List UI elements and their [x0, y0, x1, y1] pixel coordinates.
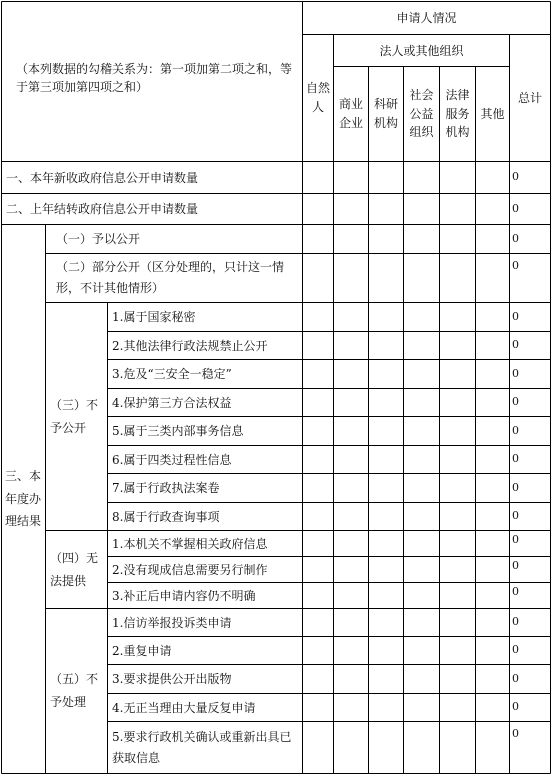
total-value-disclose: 0 — [512, 231, 519, 245]
total-value-query-matters: 0 — [512, 509, 519, 523]
total-value-mass-requests: 0 — [512, 700, 519, 714]
item-label-repeated-request: 2.重复申请 — [112, 643, 172, 658]
total-value-repeated-request: 0 — [512, 643, 519, 657]
legal-service-header: 法律服务机构 — [445, 88, 470, 140]
research-header: 科研机构 — [373, 97, 398, 130]
results-section-label: 三、本年度办理结果 — [5, 468, 42, 529]
total-value-internal-affairs: 0 — [512, 423, 519, 437]
row-label-carried-over: 二、上年结转政府信息公开申请数量 — [6, 202, 199, 216]
natural-person-header: 自然人 — [305, 81, 330, 114]
legal-and-other-orgs-header: 法人或其他组织 — [379, 43, 464, 58]
item-label-not-held: 1.本机关不掌握相关政府信息 — [112, 536, 268, 551]
row-label-new-applications: 一、本年新收政府信息公开申请数量 — [6, 170, 199, 185]
item-label-enforcement-files: 7.属于行政执法案卷 — [112, 481, 220, 495]
item-label-three-security: 3.危及“三安全一稳定” — [112, 367, 232, 381]
total-value-publications: 0 — [512, 671, 519, 685]
item-label-still-unclear: 3.补正后申请内容仍不明确 — [112, 588, 256, 603]
item-label-third-party: 4.保护第三方合法权益 — [112, 395, 232, 410]
total-value-new-applications: 0 — [512, 170, 519, 184]
total-value-third-party: 0 — [512, 395, 519, 409]
total-value-reconfirm-info: 0 — [512, 727, 519, 740]
category-label-unable: （四）无法提供 — [50, 550, 99, 588]
total-value-not-held: 0 — [512, 533, 519, 546]
item-label-publications: 3.要求提供公开出版物 — [112, 672, 232, 686]
checksum-note: （本列数据的勾稽关系为：第一项加第二项之和，等于第三项加第四项之和） — [16, 62, 293, 94]
commercial-header: 商业企业 — [338, 97, 363, 130]
total-value-petition-complaint: 0 — [512, 615, 519, 629]
item-label-process-info: 6.属于四类过程性信息 — [112, 452, 232, 467]
item-label-reconfirm-info: 5.要求行政机关确认或重新出具已获取信息 — [112, 729, 292, 765]
category-label-not-disclosed: （三）不予公开 — [50, 397, 99, 435]
applicant-situation-header: 申请人情况 — [396, 11, 457, 25]
item-label-petition-complaint: 1.信访举报投诉类申请 — [112, 615, 232, 630]
total-value-carried-over: 0 — [512, 201, 519, 215]
row-label-partial: （二）部分公开（区分处理的，只计这一情形，不计其他情形） — [56, 260, 285, 295]
total-value-partial: 0 — [512, 259, 519, 272]
other-header: 其他 — [480, 106, 505, 121]
item-label-state-secret: 1.属于国家秘密 — [112, 310, 196, 324]
total-value-state-secret: 0 — [512, 309, 519, 323]
total-header: 总计 — [517, 91, 542, 105]
public-welfare-header: 社会公益组织 — [409, 88, 434, 140]
total-value-process-info: 0 — [512, 452, 519, 466]
item-label-prohibited-by-law: 2.其他法律行政法规禁止公开 — [112, 338, 268, 353]
item-label-mass-requests: 4.无正当理由大量反复申请 — [112, 700, 256, 715]
total-value-three-security: 0 — [512, 366, 519, 380]
item-label-needs-creation: 2.没有现成信息需要另行制作 — [112, 562, 268, 577]
item-label-internal-affairs: 5.属于三类内部事务信息 — [112, 424, 244, 438]
row-label-disclose: （一）予以公开 — [56, 232, 141, 246]
item-label-query-matters: 8.属于行政查询事项 — [112, 509, 220, 524]
total-value-needs-creation: 0 — [512, 559, 519, 572]
category-label-not-processed: （五）不予处理 — [50, 672, 99, 709]
total-value-prohibited-by-law: 0 — [512, 338, 519, 352]
total-value-enforcement-files: 0 — [512, 480, 519, 494]
total-value-still-unclear: 0 — [512, 585, 519, 598]
